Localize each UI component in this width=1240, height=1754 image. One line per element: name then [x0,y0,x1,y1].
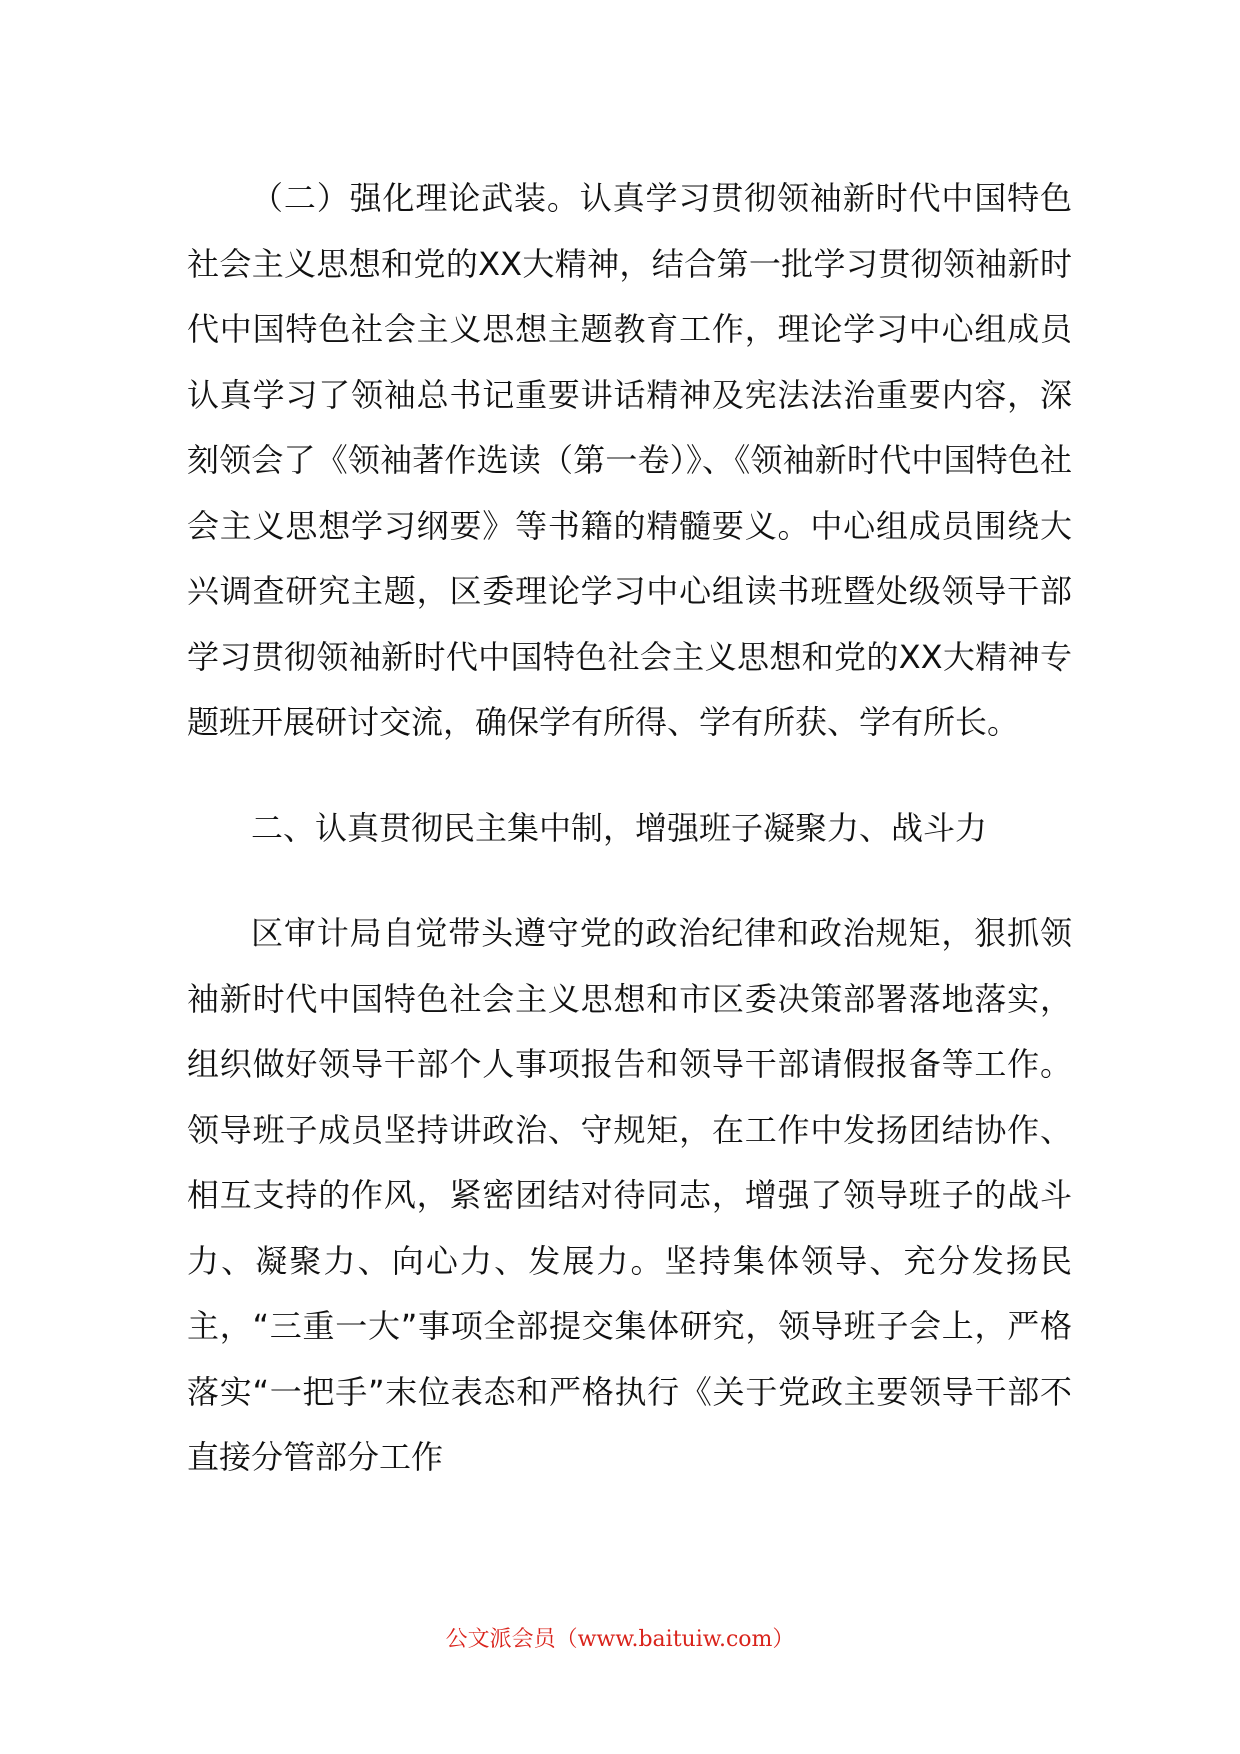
paragraph-gap [187,756,1072,796]
paragraph-theory-study: （二）强化理论武装。认真学习贯彻领袖新时代中国特色社会主义思想和党的XX大精神，结合第一批学习贯彻领袖新时代中国特色社会主义思想主题教育工作，理论学习中心组成员认真学习了领袖总书记重要讲话精神及宪法法治重要内容，深刻领会了《领袖著作选读（第一卷）》、《领袖新时代中国特色社会主义思想学习纲要》等书籍的精髓要义。中心组成员围绕大兴调查研究主题，区委理论学习中心组读书班暨处级领导干部学习贯彻领袖新时代中国特色社会主义思想和党的XX大精神专题班开展研讨交流，确保学有所得、学有所获、学有所长。 [187,179,1072,741]
document-body [187,166,1072,1491]
watermark-footer: 公文派会员（www.baituiw.com） [445,1627,795,1652]
section-heading-democratic-centralism: 二、认真贯彻民主集中制，增强班子凝聚力、战斗力 [251,808,988,847]
paragraph-gap [187,861,1072,901]
paragraph-audit-bureau: 区审计局自觉带头遵守党的政治纪律和政治规矩，狠抓领袖新时代中国特色社会主义思想和市区委决策部署落地落实，组织做好领导干部个人事项报告和领导干部请假报备等工作。领导班子成员坚持讲政治、守规矩，在工作中发扬团结协作、相互支持的作风，紧密团结对待同志，增强了领导班子的战斗力、凝聚力、向心力、发展力。坚持集体领导、充分发扬民主，“三重一大”事项全部提交集体研究，领导班子会上，严格落实“一把手”末位表态和严格执行《关于党政主要领导干部不直接分管部分工作 [187,914,1072,1476]
